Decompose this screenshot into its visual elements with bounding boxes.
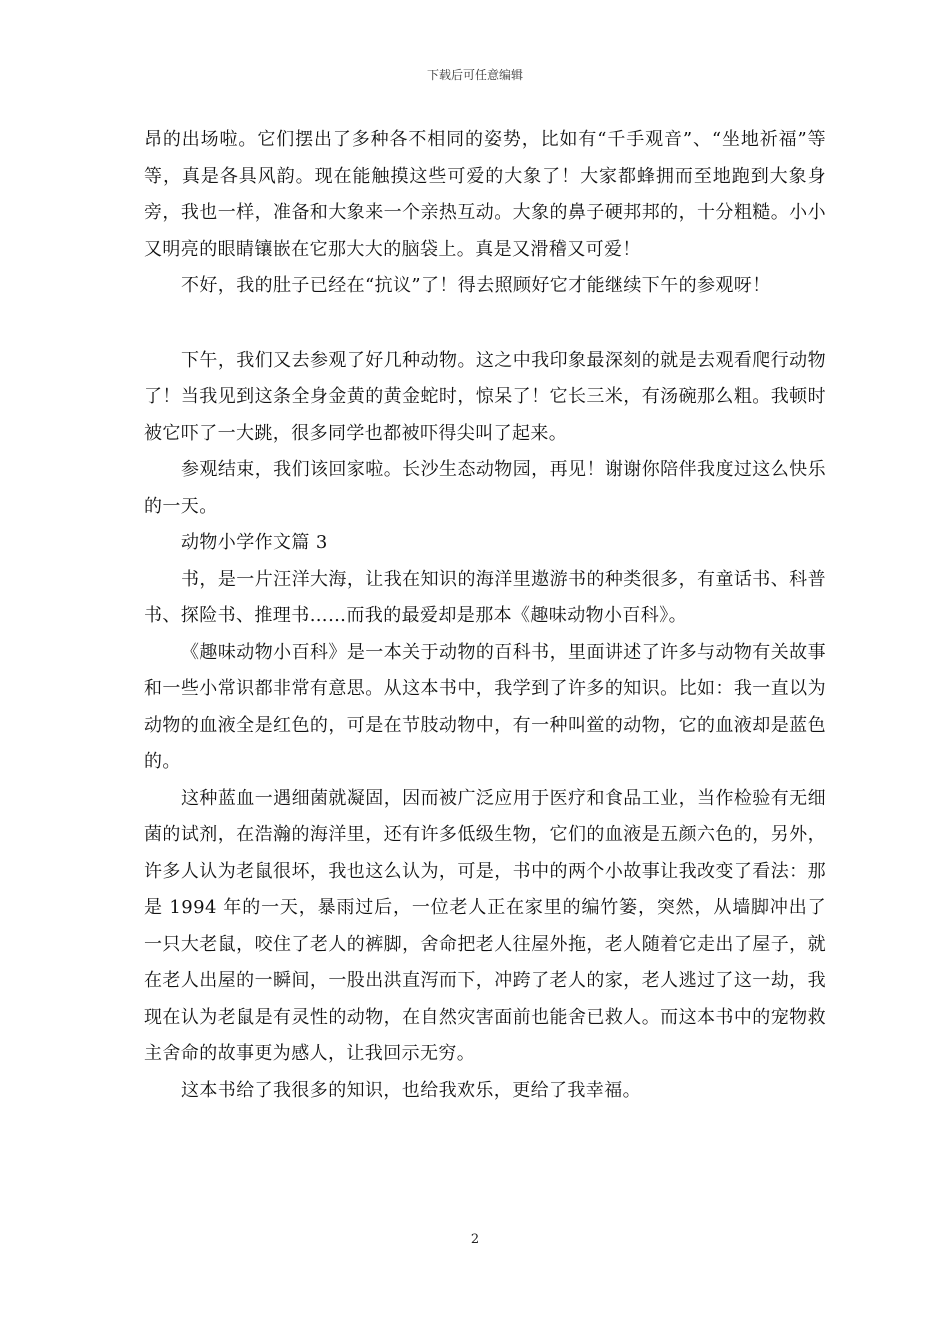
paragraph-afternoon: 下午，我们又去参观了好几种动物。这之中我印象最深刻的就是去观看爬行动物了！当我见到这条全身金黄的黄金蛇时，惊呆了！它长三米，有汤碗那么粗。我顿时被它吓了一大跳，很多同学也都被吓得尖叫了起来。 xyxy=(144,349,826,444)
page-header: 下载后可任意编辑 xyxy=(426,68,523,82)
paragraph-books: 书，是一片汪洋大海，让我在知识的海洋里遨游书的种类很多，有童话书、科普书、探险书、推理书……而我的最爱却是那本《趣味动物小百科》。 xyxy=(144,568,826,626)
paragraph-conclusion: 这本书给了我很多的知识，也给我欢乐，更给了我幸福。 xyxy=(181,1079,641,1101)
paragraph-encyclopedia: 《趣味动物小百科》是一本关于动物的百科书，里面讲述了许多与动物有关故事和一些小常识都非常有意思。从这本书中，我学到了许多的知识。比如：我一直以为动物的血液全是红色的，可是在节肢动物中，有一种叫鲎的动物，它的血液却是蓝色的。 xyxy=(144,641,826,772)
paragraph-visit-end: 参观结束，我们该回家啦。长沙生态动物园，再见！谢谢你陪伴我度过这么快乐的一天。 xyxy=(144,459,826,517)
paragraph-hungry: 不好，我的肚子已经在“抗议”了！得去照顾好它才能继续下午的参观呀！ xyxy=(181,275,771,296)
document-body xyxy=(144,122,826,1109)
paragraph-elephants: 昂的出场啦。它们摆出了多种各不相同的姿势，比如有“千手观音”、“坐地祈福”等等，真是各具风韵。现在能触摸这些可爱的大象了！大家都蜂拥而至地跑到大象身旁，我也一样，准备和大象来一个亲热互动。大象的鼻子硬邦邦的，十分粗糙。小小又明亮的眼睛镶嵌在它那大大的脑袋上。真是又滑稽又可爱！ xyxy=(144,129,826,260)
section-heading: 动物小学作文篇 3 xyxy=(181,532,328,553)
page-number: 2 xyxy=(470,1232,480,1247)
paragraph-blue-blood: 这种蓝血一遇细菌就凝固，因而被广泛应用于医疗和食品工业，当作检验有无细菌的试剂，在浩瀚的海洋里，还有许多低级生物，它们的血液是五颜六色的，另外，许多人认为老鼠很坏，我也这么认为，可是，书中的两个小故事让我改变了看法：那是 1994 年的一天，暴雨过后，一位老人正在家里的编竹篓，突然，从墙脚冲出了一只大老鼠，咬住了老人的裤脚，舍命把老人往屋外拖，老人随着它走出了屋子，就在老人出屋的一瞬间，一股出洪直泻而下，冲跨了老人的家，老人逃过了这一劫，我现在认为老鼠是有灵性的动物，在自然灾害面前也能舍已救人。而这本书中的宠物救主舍命的故事更为感人，让我回示无穷。 xyxy=(144,787,826,1064)
